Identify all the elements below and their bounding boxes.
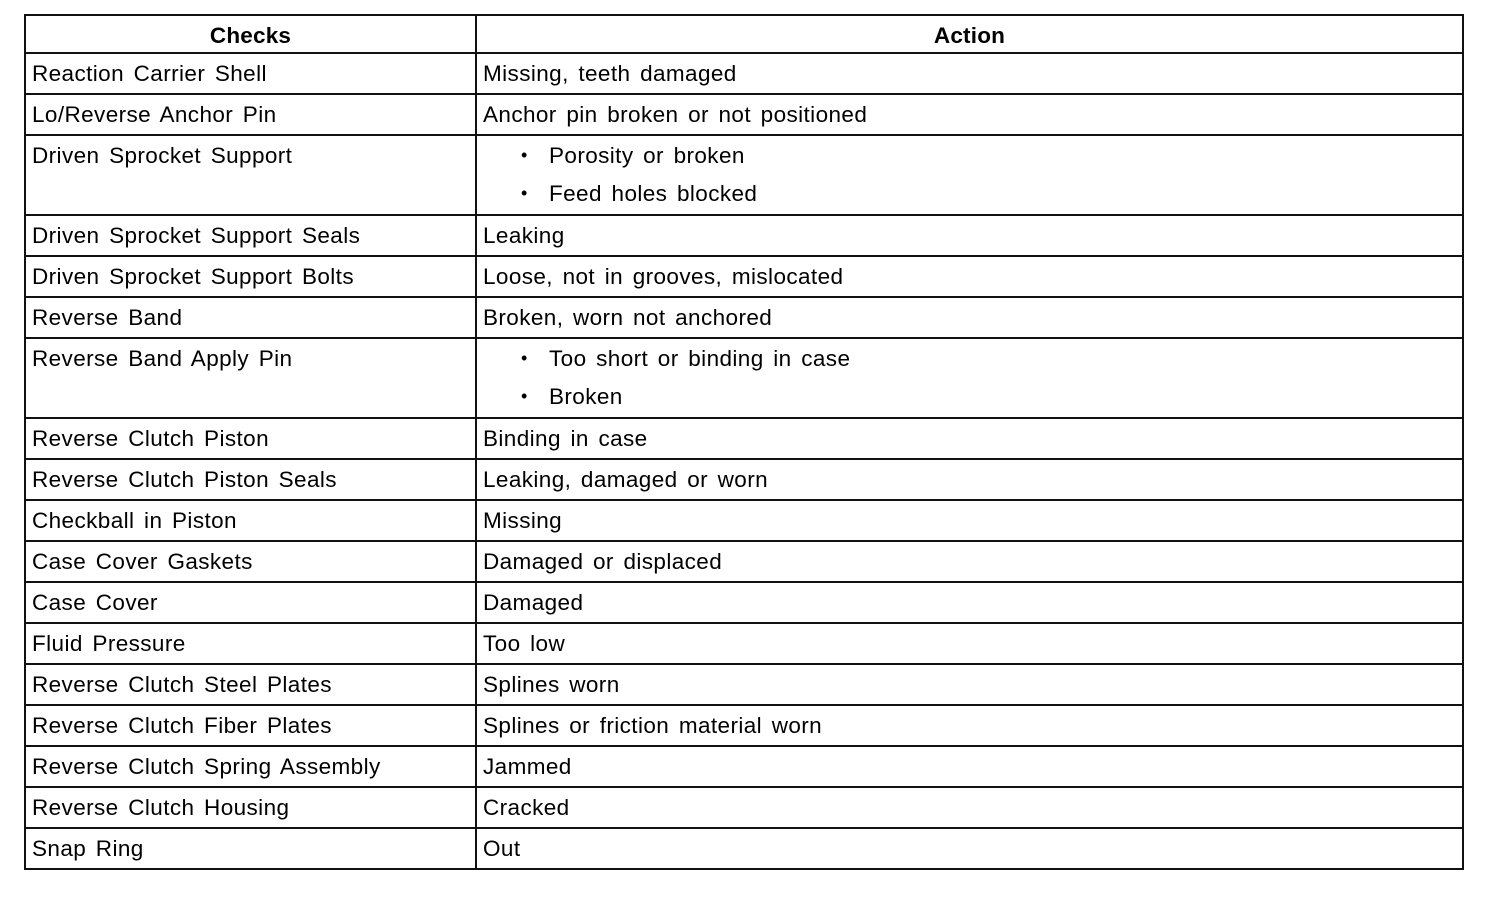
action-cell: Leaking, damaged or worn — [476, 459, 1463, 500]
action-cell: Damaged — [476, 582, 1463, 623]
action-bullet-item — [519, 142, 1456, 169]
table-row — [25, 215, 1463, 256]
check-cell: Reverse Clutch Piston — [25, 418, 476, 459]
action-cell: Jammed — [476, 746, 1463, 787]
check-cell: Checkball in Piston — [25, 500, 476, 541]
table-row — [25, 541, 1463, 582]
check-cell: Driven Sprocket Support — [25, 135, 476, 215]
action-cell: Splines worn — [476, 664, 1463, 705]
action-cell — [476, 338, 1463, 418]
action-cell: Missing — [476, 500, 1463, 541]
check-cell: Driven Sprocket Support Bolts — [25, 256, 476, 297]
table-row — [25, 746, 1463, 787]
action-cell — [476, 135, 1463, 215]
action-cell: Damaged or displaced — [476, 541, 1463, 582]
check-cell: Reverse Clutch Piston Seals — [25, 459, 476, 500]
check-cell: Reverse Band — [25, 297, 476, 338]
table-row — [25, 418, 1463, 459]
check-cell: Reaction Carrier Shell — [25, 53, 476, 94]
table-row — [25, 338, 1463, 418]
action-bullet-item — [519, 383, 1456, 410]
table-row — [25, 582, 1463, 623]
table-row — [25, 459, 1463, 500]
action-bullet-item — [519, 180, 1456, 207]
check-cell: Reverse Clutch Housing — [25, 787, 476, 828]
table-row — [25, 664, 1463, 705]
action-bullet-text: Porosity or broken — [549, 143, 745, 168]
action-bullet-text: Too short or binding in case — [549, 346, 851, 371]
action-cell: Anchor pin broken or not positioned — [476, 94, 1463, 135]
header-row — [25, 15, 1463, 53]
bullet-icon: • — [521, 183, 528, 203]
check-cell: Case Cover — [25, 582, 476, 623]
check-cell: Fluid Pressure — [25, 623, 476, 664]
action-cell: Loose, not in grooves, mislocated — [476, 256, 1463, 297]
check-cell: Driven Sprocket Support Seals — [25, 215, 476, 256]
action-cell: Splines or friction material worn — [476, 705, 1463, 746]
action-cell: Out — [476, 828, 1463, 869]
action-bullet-text: Feed holes blocked — [549, 181, 758, 206]
table-row — [25, 256, 1463, 297]
table-row — [25, 500, 1463, 541]
table-row — [25, 135, 1463, 215]
table-body — [25, 53, 1463, 869]
bullet-icon: • — [521, 348, 528, 368]
action-bullet-item — [519, 345, 1456, 372]
action-cell: Leaking — [476, 215, 1463, 256]
bullet-icon: • — [521, 386, 528, 406]
check-cell: Reverse Band Apply Pin — [25, 338, 476, 418]
action-cell: Too low — [476, 623, 1463, 664]
action-bullet-list — [483, 142, 1456, 207]
table-row — [25, 705, 1463, 746]
action-cell: Cracked — [476, 787, 1463, 828]
table-header — [25, 15, 1463, 53]
table-row — [25, 53, 1463, 94]
table-row — [25, 828, 1463, 869]
table-row — [25, 623, 1463, 664]
table-row — [25, 297, 1463, 338]
header-checks: Checks — [25, 15, 476, 53]
action-cell: Broken, worn not anchored — [476, 297, 1463, 338]
diagnosis-sheet — [24, 14, 1462, 870]
check-cell: Lo/Reverse Anchor Pin — [25, 94, 476, 135]
check-cell: Reverse Clutch Steel Plates — [25, 664, 476, 705]
check-cell: Reverse Clutch Fiber Plates — [25, 705, 476, 746]
action-bullet-list — [483, 345, 1456, 410]
check-cell: Snap Ring — [25, 828, 476, 869]
action-cell: Missing, teeth damaged — [476, 53, 1463, 94]
header-action: Action — [476, 15, 1463, 53]
table-row — [25, 94, 1463, 135]
bullet-icon: • — [521, 145, 528, 165]
check-cell: Reverse Clutch Spring Assembly — [25, 746, 476, 787]
checks-action-table — [24, 14, 1464, 870]
action-cell: Binding in case — [476, 418, 1463, 459]
action-bullet-text: Broken — [549, 384, 623, 409]
table-row — [25, 787, 1463, 828]
check-cell: Case Cover Gaskets — [25, 541, 476, 582]
